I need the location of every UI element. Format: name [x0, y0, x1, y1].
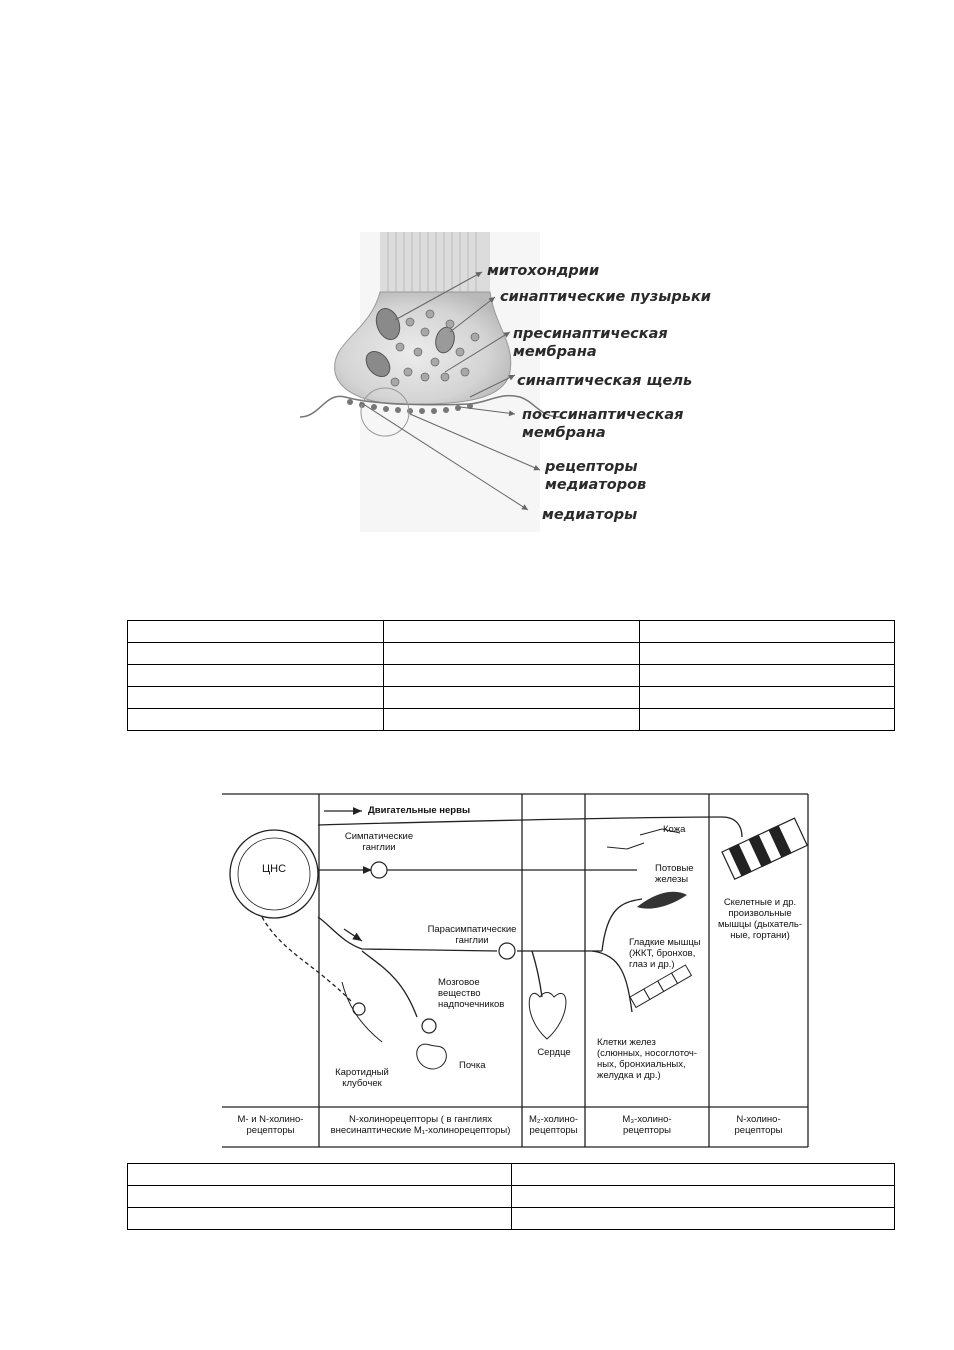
carotid-body-label: Каротидный клубочек — [335, 1067, 389, 1089]
footer-n-receptors-muscle: N-холино- рецепторы — [734, 1114, 783, 1136]
label-mediator-receptors: рецепторы медиаторов — [545, 459, 647, 493]
smooth-muscles-label: Гладкие мышцы (ЖКТ, бронхов, глаз и др.) — [629, 937, 701, 970]
parasympathetic-ganglia-label: Парасимпатические ганглии — [427, 924, 517, 946]
empty-table-1 — [127, 620, 895, 731]
footer-n-receptors-ganglia: N-холинорецепторы ( в ганглиях внесинаптические M₁-холинорецепторы) — [330, 1114, 511, 1136]
footer-m3-receptors: M₃-холино- рецепторы — [622, 1114, 672, 1136]
skeletal-muscles-label: Скелетные и др. произвольные мышцы (дыхатель- ные, гортани) — [717, 897, 802, 941]
sweat-glands-label: Потовые железы — [655, 863, 694, 885]
empty-table-2 — [127, 1163, 895, 1230]
table-row — [128, 687, 895, 709]
label-synaptic-cleft: синаптическая щель — [517, 373, 693, 389]
label-mitochondria: митохондрии — [487, 263, 600, 279]
cholinoreceptor-diagram — [222, 777, 814, 1155]
skin-label: Кожа — [663, 824, 686, 835]
table-row — [128, 1164, 895, 1186]
table-row — [128, 665, 895, 687]
adrenal-medulla-label: Мозговое вещество надпочечников — [438, 977, 505, 1010]
footer-m-n-receptors: M- и N-холино- рецепторы — [237, 1114, 304, 1136]
label-postsynaptic-membrane: постсинаптическая мембрана — [522, 407, 684, 441]
cns-label: ЦНС — [261, 863, 287, 875]
gland-cells-label: Клетки желез (слюнных, носоглоточ- ных, бронхиальных, желудка и др.) — [597, 1037, 698, 1081]
table-row — [128, 709, 895, 731]
table-row — [128, 643, 895, 665]
kidney-label: Почка — [459, 1060, 486, 1071]
diagram-lines — [222, 777, 814, 1155]
synapse-figure — [300, 232, 720, 532]
table-row — [128, 1208, 895, 1230]
table-row — [128, 1186, 895, 1208]
heart-label: Сердце — [537, 1047, 571, 1058]
table-row — [128, 621, 895, 643]
label-mediators: медиаторы — [542, 507, 638, 523]
label-presynaptic-membrane: пресинаптическая мембрана — [513, 326, 668, 360]
sympathetic-ganglia-label: Симпатические ганглии — [344, 831, 414, 853]
label-synaptic-vesicles: синаптические пузырьки — [500, 289, 711, 305]
footer-m2-receptors: M₂-холино- рецепторы — [528, 1114, 579, 1136]
motor-nerves-label: Двигательные нервы — [368, 805, 471, 816]
